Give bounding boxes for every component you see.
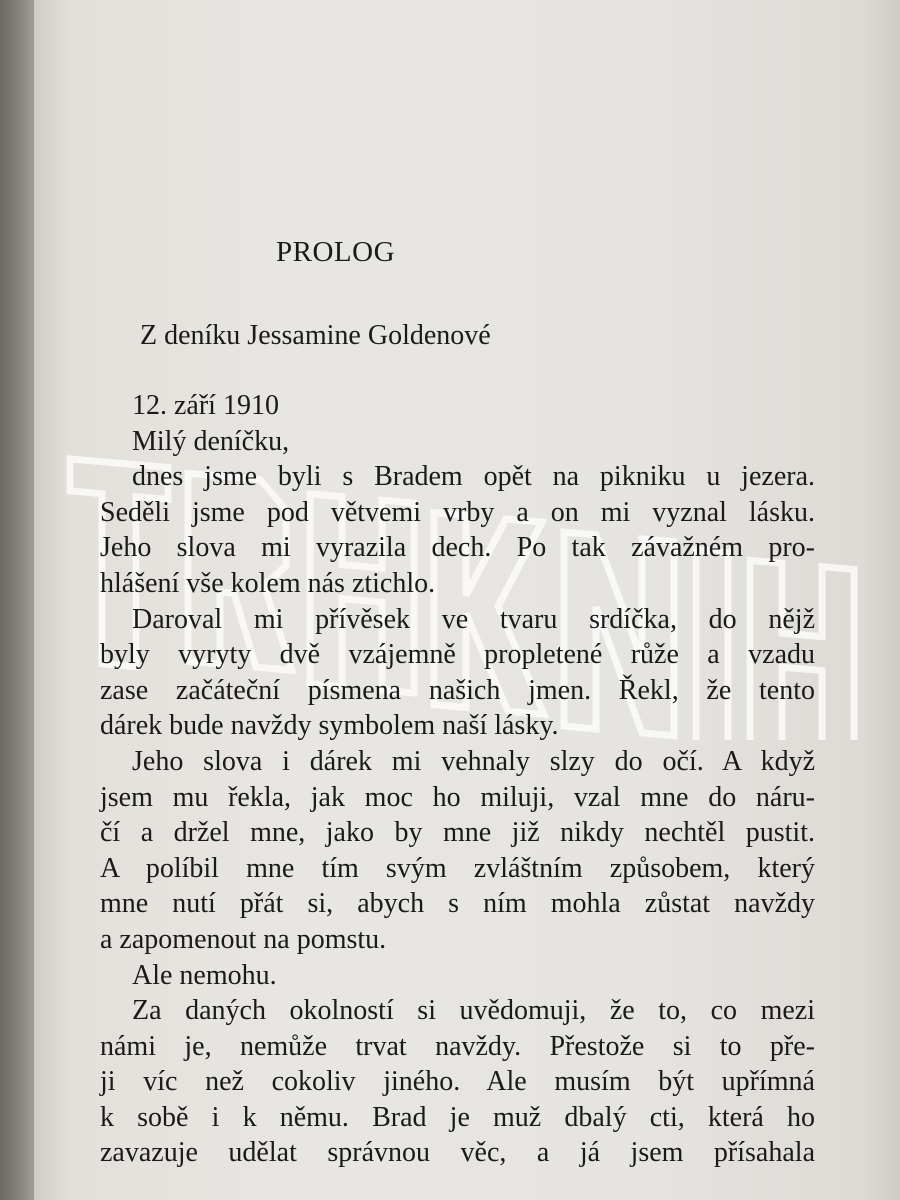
book-binding-edge bbox=[0, 0, 38, 1200]
diary-source-line: Z deníku Jessamine Goldenové bbox=[140, 320, 491, 351]
text-line: zase začáteční písmena našich jmen. Řekl, že tento bbox=[100, 674, 815, 706]
text-line: A políbil mne tím svým zvláštním způsobem, který bbox=[100, 852, 815, 884]
text-line: Za daných okolností si uvědomuji, že to, co mezi bbox=[132, 995, 815, 1027]
text-line: zavazuje udělat správnou věc, a já jsem přísahala bbox=[100, 1137, 815, 1169]
text-line: dárek bude navždy symbolem naší lásky. bbox=[100, 710, 559, 742]
text-line: Jeho slova i dárek mi vehnaly slzy do očí. A když bbox=[132, 745, 815, 777]
text-line: Daroval mi přívěsek ve tvaru srdíčka, do nějž bbox=[132, 603, 815, 635]
text-line: dnes jsme byli s Bradem opět na pikniku u jezera. bbox=[132, 461, 815, 493]
text-line: Milý deníčku, bbox=[132, 425, 290, 457]
text-line: hlášení vše kolem nás ztichlo. bbox=[100, 567, 436, 599]
text-line: byly vyryty dvě vzájemně propletené růže a vzadu bbox=[100, 639, 815, 671]
text-line: k sobě i k němu. Brad je muž dbalý cti, která ho bbox=[100, 1101, 815, 1133]
text-line: ji víc než cokoliv jiného. Ale musím být upřímná bbox=[100, 1066, 815, 1098]
text-line: a zapomenout na pomstu. bbox=[100, 923, 387, 955]
text-line: Seděli jsme pod větvemi vrby a on mi vyznal lásku. bbox=[100, 496, 815, 528]
text-line: mne nutí přát si, abych s ním mohla zůstat navždy bbox=[100, 888, 815, 920]
text-line: 12. září 1910 bbox=[132, 390, 279, 421]
text-line: čí a držel mne, jako by mne již nikdy nechtěl pustit. bbox=[100, 817, 815, 849]
text-line: jsem mu řekla, jak moc ho miluji, vzal mne do náru- bbox=[100, 781, 815, 813]
text-line: Ale nemohu. bbox=[132, 959, 277, 991]
text-line: námi je, nemůže trvat navždy. Přestože si to pře- bbox=[100, 1030, 815, 1062]
text-line: Jeho slova mi vyrazila dech. Po tak závažném pro- bbox=[100, 532, 815, 564]
diary-text bbox=[100, 388, 815, 1171]
chapter-title: PROLOG bbox=[276, 236, 396, 268]
page-shadow bbox=[860, 0, 900, 1200]
